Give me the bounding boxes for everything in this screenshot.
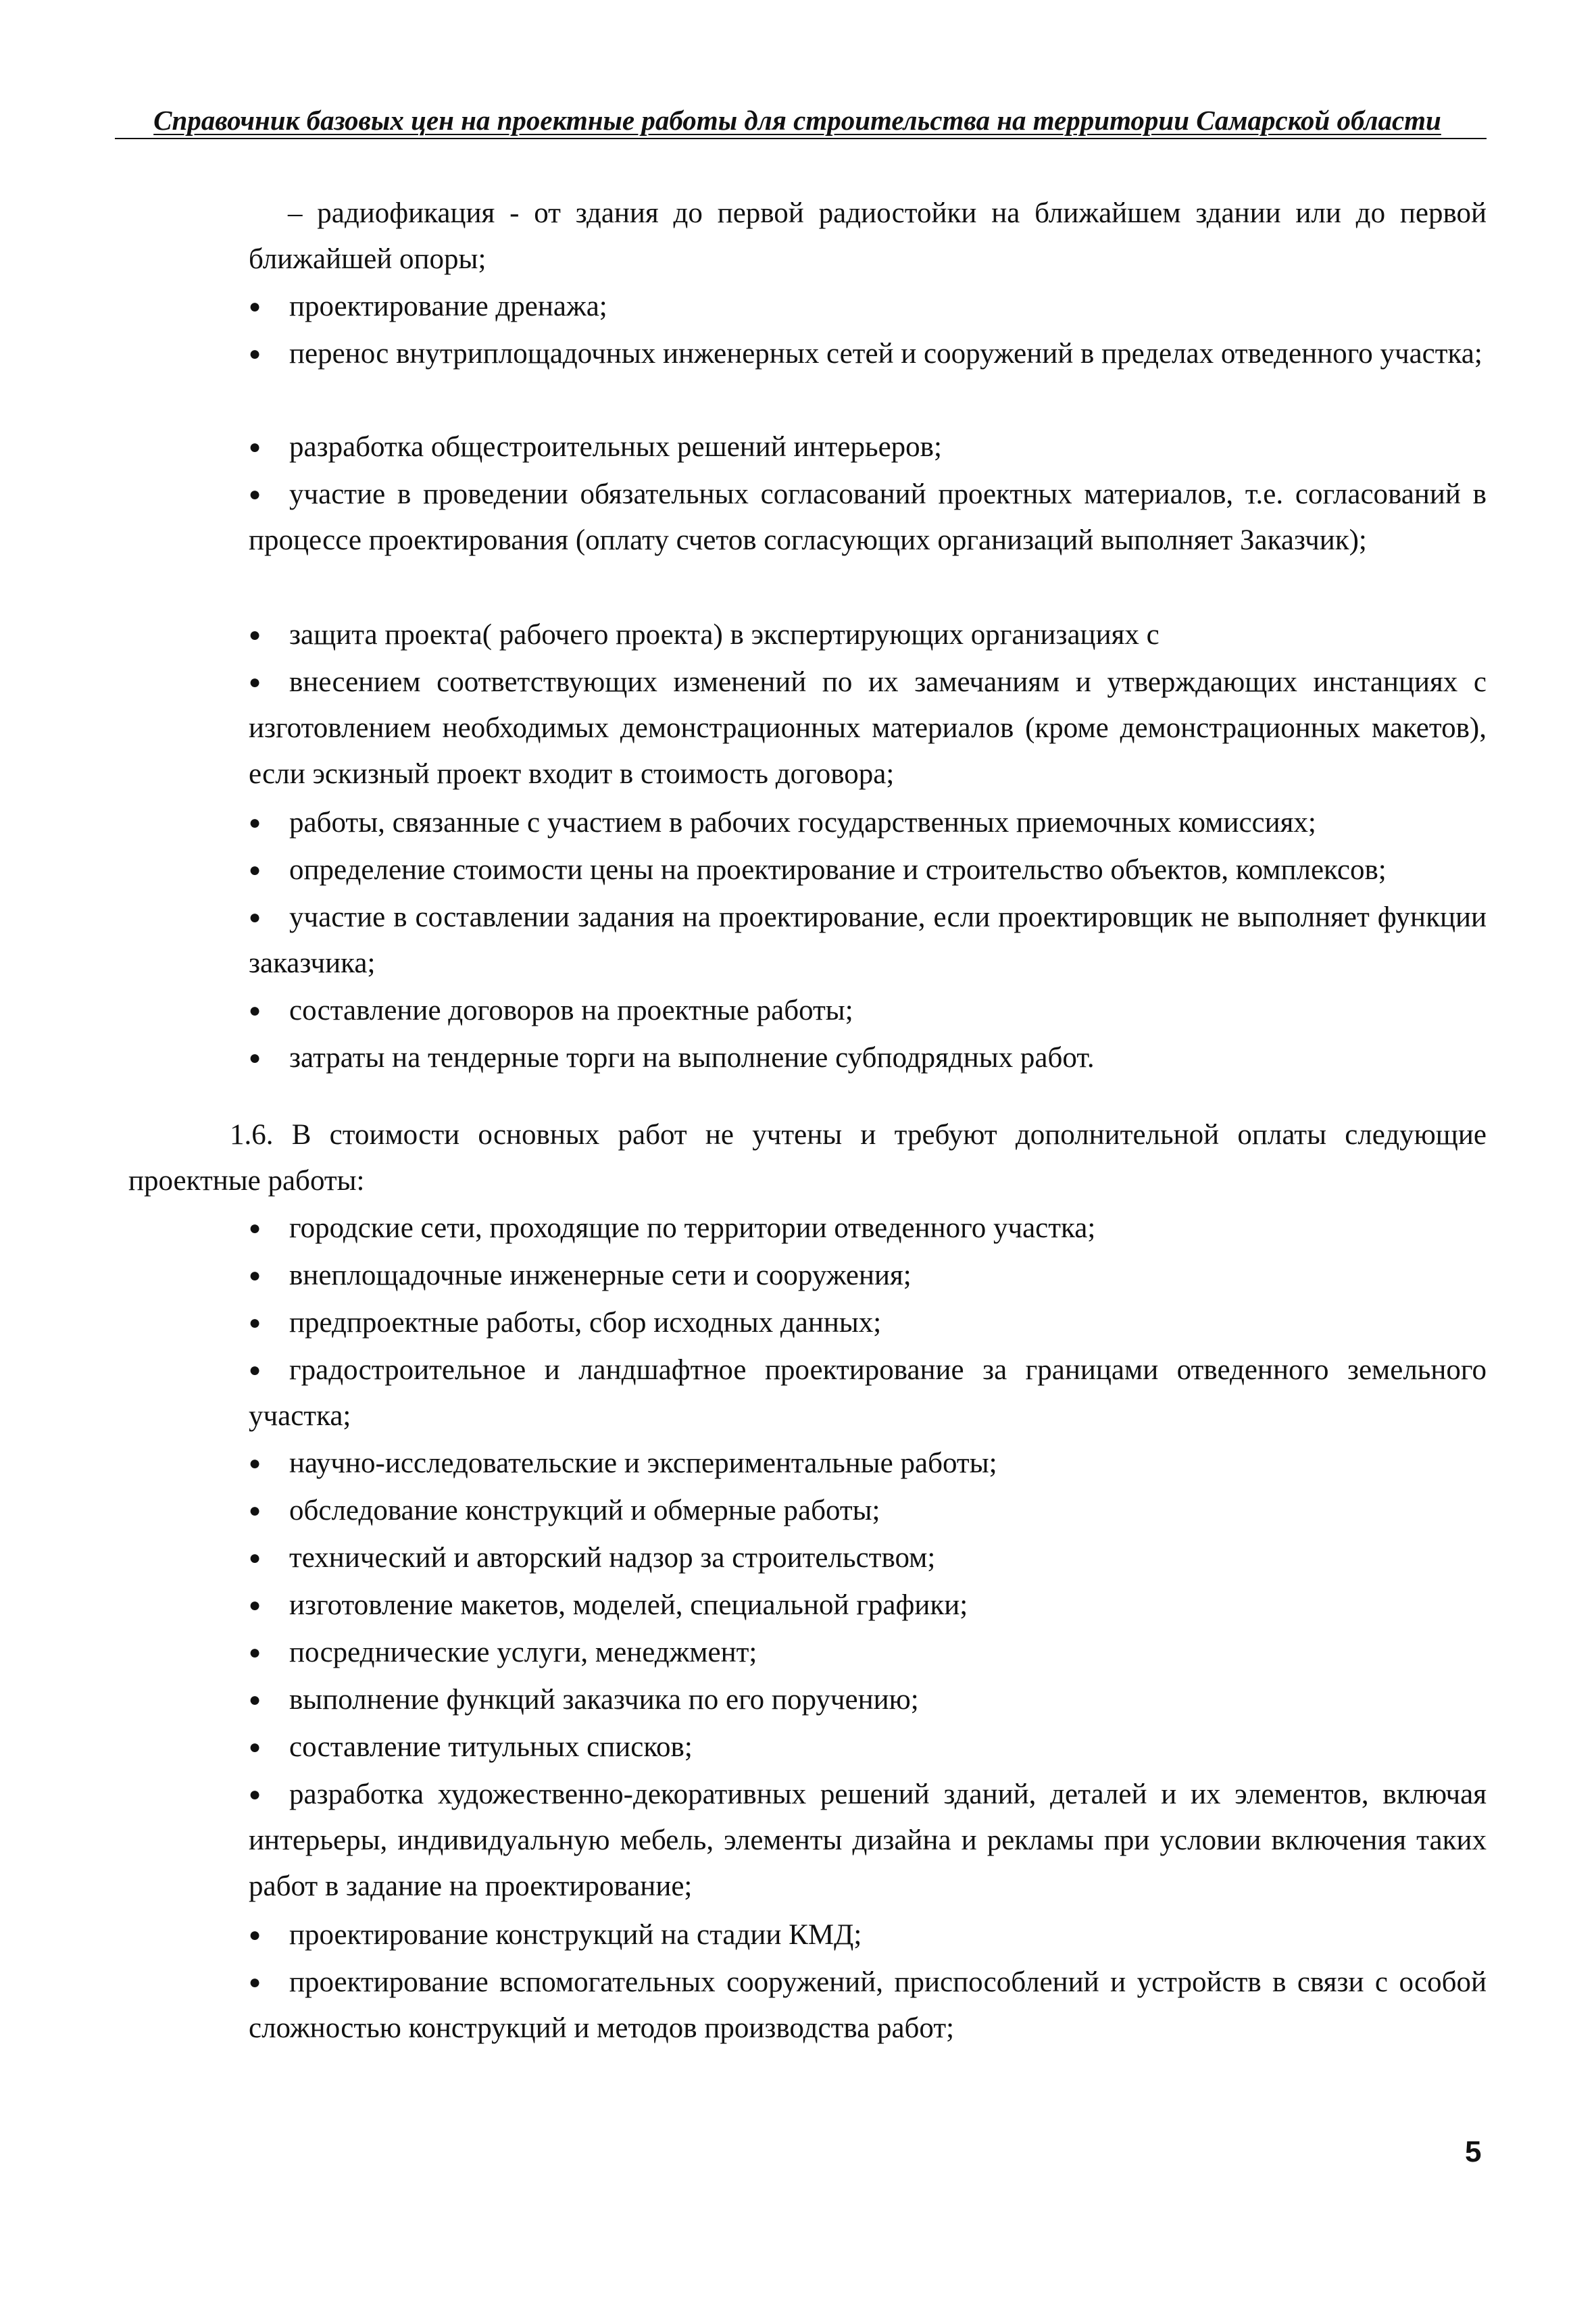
bullet-icon: ● (249, 1641, 261, 1664)
list-item (249, 1253, 1487, 1299)
list-item-text: разработка общестроительных решений интерьеров; (289, 431, 942, 463)
bullet-icon: ● (249, 1689, 261, 1711)
list-item-text: работы, связанные с участием в рабочих государственных приемочных комиссиях; (289, 807, 1316, 839)
list-item (249, 800, 1487, 846)
list-item (249, 1347, 1487, 1439)
list-item (249, 1724, 1487, 1770)
list-item (249, 424, 1487, 470)
list-item (249, 988, 1487, 1034)
bullet-icon: ● (249, 1047, 261, 1069)
list-item (249, 1677, 1487, 1723)
list-item-text: затраты на тендерные торги на выполнение субподрядных работ. (289, 1042, 1095, 1074)
bullet-icon: ● (249, 1924, 261, 1946)
list-item-text: проектирование вспомогательных сооружений, приспособлений и устройств в связи с особой сложностью конструкций и методов производства работ; (249, 1966, 1487, 2044)
list-item (249, 1441, 1487, 1487)
page-number: 5 (1465, 2135, 1482, 2168)
list-item (249, 1535, 1487, 1581)
list-item-text: участие в проведении обязательных согласований проектных материалов, т.е. согласований в процессе проектирования (оплату счетов согласующих организаций выполняет Заказчик); (249, 478, 1487, 556)
bullet-icon: ● (249, 1547, 261, 1569)
bullet-icon: ● (249, 859, 261, 881)
bullet-icon: ● (249, 671, 261, 693)
list-item-text: городские сети, проходящие по территории отведенного участка; (289, 1212, 1096, 1244)
list-item-text: определение стоимости цены на проектирование и строительство объектов, комплексов; (289, 854, 1387, 886)
list-item (249, 895, 1487, 987)
list-item-text: разработка художественно-декоративных решений зданий, деталей и их элементов, включая интерьеры, индивидуальную мебель, элементы дизайна и рекламы при условии включения таких работ в задание на проектирование; (249, 1778, 1487, 1902)
bullet-icon: ● (249, 1264, 261, 1287)
bullet-icon: ● (249, 1736, 261, 1758)
list-item (249, 1912, 1487, 1958)
section-paragraph: 1.6. В стоимости основных работ не учтены и требуют дополнительной оплаты следующие проектные работы: (128, 1119, 1487, 1197)
list-item-text: обследование конструкций и обмерные работы; (289, 1495, 880, 1526)
list-item-text: проектирование дренажа; (289, 291, 607, 322)
bullet-icon: ● (249, 1359, 261, 1381)
list-item (249, 612, 1487, 658)
list-item-text: составление титульных списков; (289, 1731, 693, 1763)
bullet-icon: ● (249, 1217, 261, 1239)
list-item-text: перенос внутриплощадочных инженерных сетей и сооружений в пределах отведенного участка; (289, 338, 1482, 370)
list-item (249, 847, 1487, 893)
bullet-icon: ● (249, 999, 261, 1022)
bullet-icon: ● (249, 436, 261, 458)
bullet-icon: ● (249, 1971, 261, 1993)
header-divider (115, 138, 1487, 139)
bullet-icon: ● (249, 1499, 261, 1522)
bullet-icon: ● (249, 812, 261, 834)
list-item-text: научно-исследовательские и экспериментальные работы; (289, 1447, 997, 1479)
bullet-icon: ● (249, 295, 261, 318)
list-item-text: изготовление макетов, моделей, специальной графики; (289, 1589, 968, 1621)
list-item (249, 1035, 1487, 1081)
bullet-icon: ● (249, 624, 261, 646)
list-item (249, 1583, 1487, 1628)
list-item-text: посреднические услуги, менеджмент; (289, 1637, 757, 1668)
list-item-text: проектирование конструкций на стадии КМД; (289, 1919, 862, 1951)
bullet-icon: ● (249, 906, 261, 928)
list-item-text: участие в составлении задания на проектирование, если проектировщик не выполняет функции заказчика; (249, 901, 1487, 979)
list-item-text: – радиофикация - от здания до первой радиостойки на ближайшем здании или до первой ближайшей опоры; (249, 197, 1487, 275)
bullet-icon: ● (249, 1312, 261, 1334)
list-item-text: предпроектные работы, сбор исходных данных; (289, 1307, 882, 1339)
page-header: Справочник базовых цен на проектные работы для строительства на территории Самарской области (153, 105, 1441, 136)
list-item (249, 1488, 1487, 1534)
list-item-text: выполнение функций заказчика по его поручению; (289, 1684, 919, 1716)
list-item (249, 284, 1487, 330)
list-item (249, 1772, 1487, 1910)
list-item (249, 1630, 1487, 1676)
list-item (249, 472, 1487, 564)
bullet-icon: ● (249, 1594, 261, 1616)
list-item-text: внесением соответствующих изменений по их замечаниям и утверждающих инстанциях с изготовлением необходимых демонстрационных материалов (кроме демонстрационных макетов), если эскизный проект входит в стоимость договора; (249, 666, 1487, 790)
bullet-icon: ● (249, 1783, 261, 1806)
list-item-text: внеплощадочные инженерные сети и сооружения; (289, 1260, 912, 1291)
list-item-text: защита проекта( рабочего проекта) в экспертирующих организациях с (289, 619, 1159, 651)
bullet-icon: ● (249, 483, 261, 505)
bullet-icon: ● (249, 343, 261, 365)
list-item (249, 1960, 1487, 2051)
list-item (249, 191, 1487, 282)
list-item (249, 659, 1487, 797)
list-item (249, 1300, 1487, 1346)
list-item (249, 331, 1487, 377)
list-item (249, 1205, 1487, 1251)
list-item-text: составление договоров на проектные работы; (289, 995, 853, 1026)
list-item-text: технический и авторский надзор за строительством; (289, 1542, 936, 1574)
bullet-icon: ● (249, 1452, 261, 1474)
list-item-text: градостроительное и ландшафтное проектирование за границами отведенного земельного участка; (249, 1354, 1487, 1432)
